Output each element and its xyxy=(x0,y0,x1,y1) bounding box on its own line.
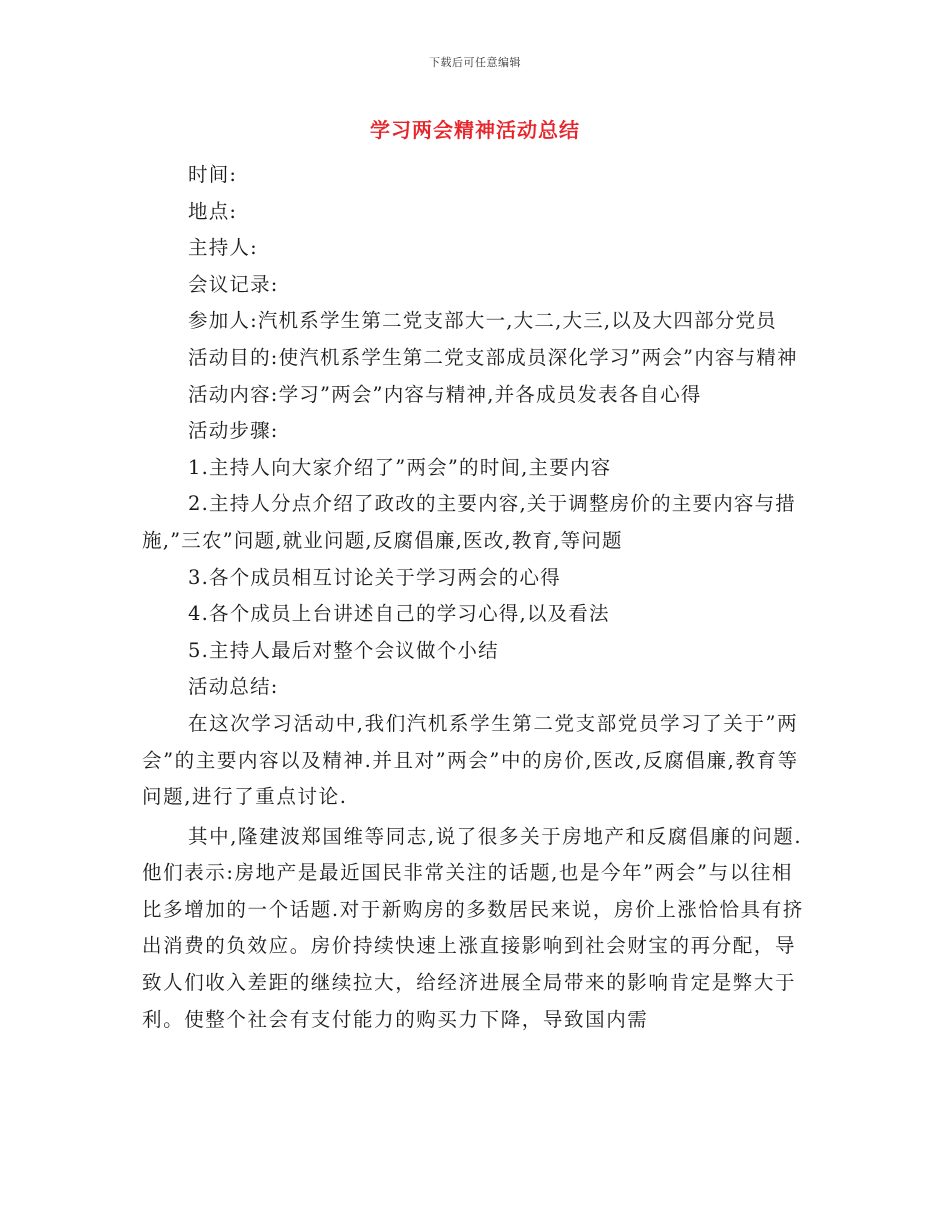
steps-heading: 活动步骤: xyxy=(188,419,279,443)
step-item: 1.主持人向大家介绍了”两会”的时间,主要内容 xyxy=(188,455,612,479)
field-time: 时间: xyxy=(188,163,238,186)
summary-paragraph: 在这次学习活动中,我们汽机系学生第二党支部党员学习了关于”两会”的主要内容以及精神.并且对”两会”中的房价,医改,反腐倡廉,教育等问题,进行了重点讨论. xyxy=(142,711,799,809)
document-title: 学习两会精神活动总结 xyxy=(370,118,580,142)
step-item: 5.主持人最后对整个会议做个小结 xyxy=(188,638,499,662)
document-body xyxy=(142,157,814,1038)
summary-paragraph: 其中,隆建波郑国维等同志,说了很多关于房地产和反腐倡廉的问题.他们表示:房地产是最近国民非常关注的话题,也是今年”两会”与以往相比多增加的一个话题.对于新购房的多数居民来说，房价上涨恰恰具有挤出消费的负效应。房价持续快速上涨直接影响到社会财宝的再分配，导致人们收入差距的继续拉大，给经济进展全局带来的影响肯定是弊大于利。使整个社会有支付能力的购买力下降，导致国内需 xyxy=(142,824,804,1031)
header-note: 下载后可任意编辑 xyxy=(429,56,521,69)
summary-heading: 活动总结: xyxy=(188,675,279,699)
content-paragraph: 活动内容:学习”两会”内容与精神,并各成员发表各自心得 xyxy=(188,382,702,406)
step-item: 2.主持人分点介绍了政改的主要内容,关于调整房价的主要内容与措施,”三农”问题,就业问题,反腐倡廉,医改,教育,等问题 xyxy=(142,492,797,552)
field-minutes: 会议记录: xyxy=(188,272,279,296)
field-host: 主持人: xyxy=(188,236,258,260)
purpose-paragraph: 活动目的:使汽机系学生第二党支部成员深化学习”两会”内容与精神 xyxy=(188,345,798,369)
step-item: 3.各个成员相互讨论关于学习两会的心得 xyxy=(188,565,561,589)
field-place: 地点: xyxy=(188,199,238,223)
step-item: 4.各个成员上台讲述自己的学习心得,以及看法 xyxy=(188,602,610,626)
participants-paragraph: 参加人:汽机系学生第二党支部大一,大二,大三,以及大四部分党员 xyxy=(188,309,777,333)
